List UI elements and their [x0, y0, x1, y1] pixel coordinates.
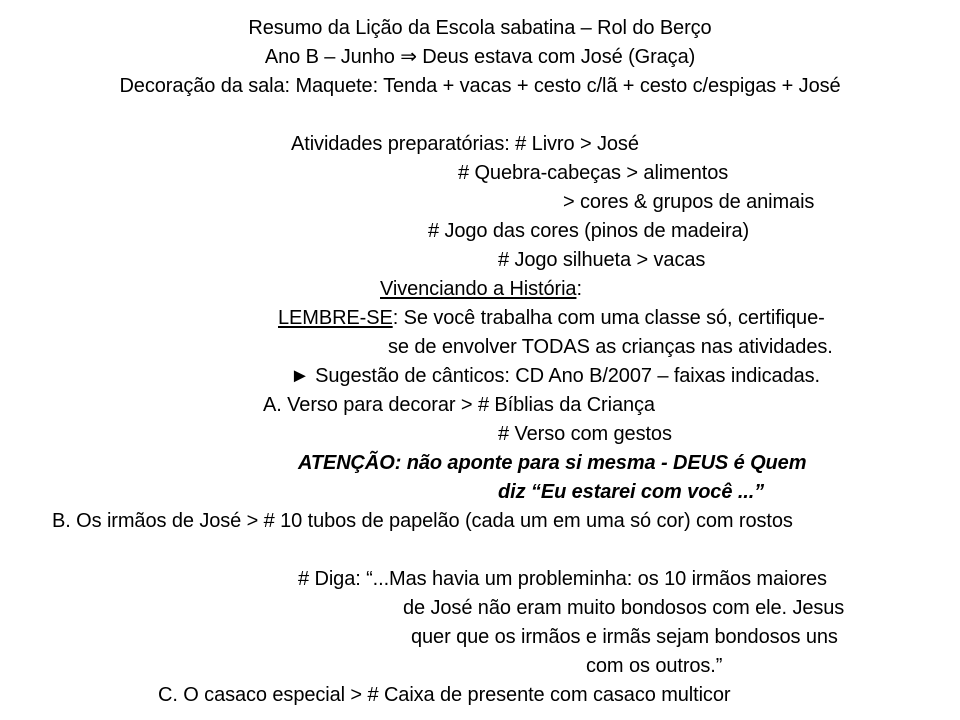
- story-heading-colon: :: [576, 278, 582, 300]
- activities-heading: Atividades preparatórias: # Livro > José: [291, 133, 639, 155]
- activity-silhouette-game: # Jogo silhueta > vacas: [498, 249, 706, 271]
- section-a-heading: A. Verso para decorar > # Bíblias da Criança: [263, 394, 655, 416]
- say-quote-line-1: # Diga: “...Mas havia um probleminha: os 10 irmãos maiores: [298, 568, 827, 590]
- remember-note: [278, 306, 825, 330]
- say-quote-line-3: quer que os irmãos e irmãs sejam bondosos uns: [411, 626, 838, 648]
- story-heading: Vivenciando a História: [380, 278, 577, 300]
- remember-label: LEMBRE-SE: [278, 307, 393, 329]
- activity-color-game: # Jogo das cores (pinos de madeira): [428, 220, 750, 242]
- story-heading-line: [380, 277, 582, 301]
- remember-text: : Se você trabalha com uma classe só, certifique-: [392, 307, 825, 329]
- songs-suggestion: ► Sugestão de cânticos: CD Ano B/2007 – faixas indicadas.: [290, 365, 820, 387]
- activity-puzzle: # Quebra-cabeças > alimentos: [458, 162, 729, 184]
- remember-note-continued: se de envolver TODAS as crianças nas atividades.: [388, 336, 833, 358]
- attention-note-continued: diz “Eu estarei com você ...”: [498, 481, 765, 503]
- section-a-gestures: # Verso com gestos: [498, 423, 672, 445]
- say-quote-line-4: com os outros.”: [586, 655, 723, 677]
- say-quote-line-2: de José não eram muito bondosos com ele. Jesus: [403, 597, 845, 619]
- section-b-heading: B. Os irmãos de José > # 10 tubos de papelão (cada um em uma só cor) com rostos: [52, 510, 793, 532]
- document-subtitle: Ano B – Junho ⇒ Deus estava com José (Graça): [264, 46, 696, 68]
- activity-colors-groups: > cores & grupos de animais: [563, 191, 815, 213]
- section-c-heading: C. O casaco especial > # Caixa de presente com casaco multicor: [158, 684, 731, 706]
- attention-note: ATENÇÃO: não aponte para si mesma - DEUS é Quem: [298, 452, 807, 474]
- room-decoration-line: Decoração da sala: Maquete: Tenda + vacas + cesto c/lã + cesto c/espigas + José: [119, 75, 841, 97]
- document-title: Resumo da Lição da Escola sabatina – Rol do Berço: [248, 17, 712, 39]
